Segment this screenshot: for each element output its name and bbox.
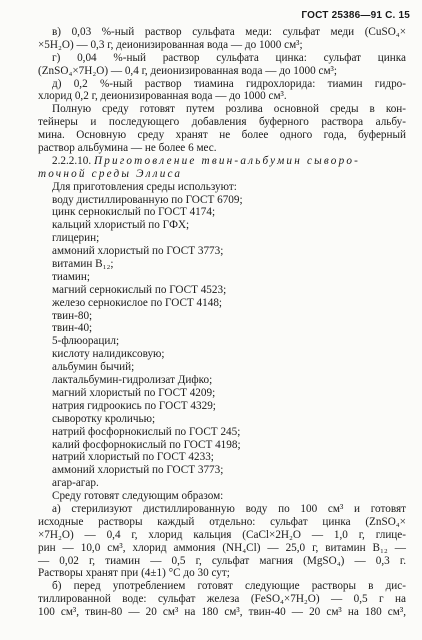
list-item: натрия гидроокись по ГОСТ 4329; <box>52 399 216 412</box>
text-line: д) 0,2 %-ный раствор тиамина гидрохлорида: тиамин гидро- <box>52 77 406 90</box>
list-item: аммоний хлористый по ГОСТ 3773; <box>52 245 224 258</box>
list-item: цинк сернокислый по ГОСТ 4174; <box>52 206 216 219</box>
list-intro: Для приготовления среды используют: <box>52 180 237 193</box>
list-item: натрий хлористый по ГОСТ 4233; <box>52 451 214 464</box>
section-heading <box>38 155 406 168</box>
list-item: магний хлористый по ГОСТ 4209; <box>52 386 216 399</box>
text-line: ×5H₂O) — 0,3 г, деионизированная вода — до 1000 см³; <box>38 38 303 51</box>
text-line: ×7H₂O) — 0,4 г, хлорид кальция (CaCl×2H₂O — 1,0 г, глице- <box>38 528 406 541</box>
list-item: витамин B₁₂; <box>52 258 114 271</box>
list-item: калий фосфорнокислый по ГОСТ 4198; <box>52 438 241 451</box>
text-line: Растворы хранят при (4±1) °С до 30 сут; <box>38 567 230 580</box>
text-line: б) перед употреблением готовят следующие растворы в дис- <box>52 580 406 593</box>
list-item: твин-40; <box>52 322 93 335</box>
text-line: г) 0,04 %-ный раствор сульфата цинка: сульфат цинка <box>52 51 406 64</box>
list-item: твин-80; <box>52 309 93 322</box>
text-line: 100 см³, твин-80 — 20 см³ на 180 см³, твин-40 — 20 см³ на 180 см³, <box>38 606 406 619</box>
text-line: рин — 10,0 см³, хлорид аммония (NH₄Cl) — 25,0 г, витамин B₁₂ — <box>38 541 406 554</box>
text-line: (ZnSO₄×7H₂O) — 0,4 г, деионизированная вода — до 1000 см³; <box>38 64 337 77</box>
text-line: исходные растворы каждый отдельно: сульфат цинка (ZnSO₄× <box>38 515 406 528</box>
text-line: а) стерилизуют дистиллированную воду по 100 см³ и готовят <box>52 502 406 515</box>
list-item: сыворотку кроличью; <box>52 412 156 425</box>
list-item: железо сернокислое по ГОСТ 4148; <box>52 296 223 309</box>
text-line: тейнеры и последующего добавления буферного раствора альбу- <box>38 116 406 129</box>
list-item: натрий фосфорнокислый по ГОСТ 245; <box>52 425 241 438</box>
procedure-intro: Среду готовят следующим образом: <box>52 490 224 503</box>
procedure-text <box>38 503 406 619</box>
text-line: — 0,02 г, тиамин — 0,5 г, сульфат магния (MgSO₄) — 0,3 г. <box>38 554 406 567</box>
text-line: мина. Основную среду хранят не более одного года, буферный <box>38 129 406 142</box>
text-line: Полную среду готовят путем розлива основной среды в кон- <box>52 103 406 116</box>
list-item: кислоту налидиксовую; <box>52 348 165 361</box>
section-number: 2.2.2.10. <box>52 154 92 167</box>
list-item: лактальбумин-гидролизат Дифко; <box>52 374 213 387</box>
ingredient-list <box>38 194 406 490</box>
list-item: воду дистиллированную по ГОСТ 6709; <box>52 193 243 206</box>
text-line: раствор альбумина — не более 6 мес. <box>38 142 217 155</box>
list-item: глицерин; <box>52 232 100 245</box>
document-page <box>38 10 410 619</box>
page-header: ГОСТ 25386—91 С. 15 <box>301 10 410 21</box>
list-item: магний сернокислый по ГОСТ 4523; <box>52 283 227 296</box>
list-item: тиамин; <box>52 270 91 283</box>
list-item: альбумин бычий; <box>52 361 135 374</box>
section-title-line2: точной среды Эллиса <box>38 167 183 180</box>
list-item: 5-флюорацил; <box>52 335 120 348</box>
list-item: кальций хлористый по ГФХ; <box>52 219 190 232</box>
list-item: агар-агар. <box>52 477 99 490</box>
text-line: в) 0,03 %-ный раствор сульфата меди: сульфат меди (CuSO₄× <box>52 26 406 38</box>
document-body <box>38 26 406 619</box>
text-line: тиллированной воде: сульфат железа (FeSO₄×7H₂O) — 0,5 г на <box>38 593 406 606</box>
list-item: аммоний хлористый по ГОСТ 3773; <box>52 464 224 477</box>
text-line: хлорид 0,2 г, деионизированная вода — до 1000 см³. <box>38 90 287 103</box>
section-title-line1: Приготовление твин-альбумин сыворо- <box>93 154 361 167</box>
